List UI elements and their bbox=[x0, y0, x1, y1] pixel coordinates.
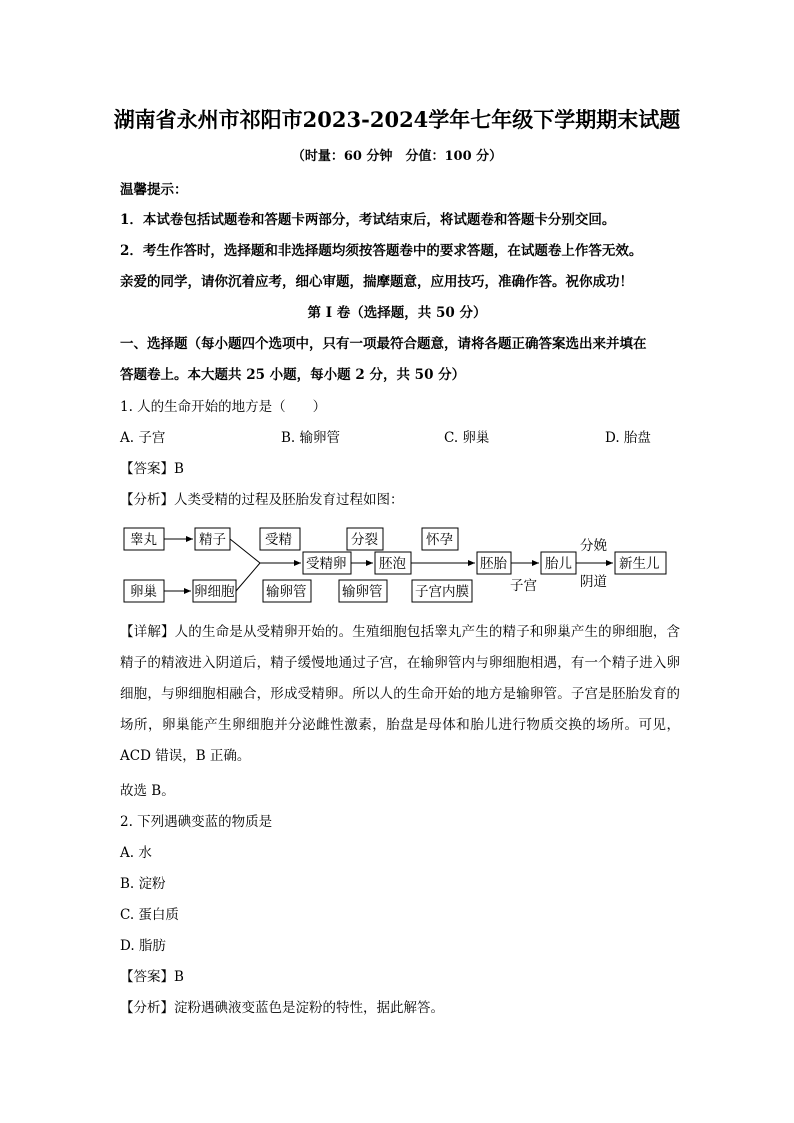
label-vagina: 阴道 bbox=[580, 574, 607, 590]
q2-stem: 2. 下列遇碘变蓝的物质是 bbox=[120, 814, 273, 830]
label-pregnancy: 怀孕 bbox=[426, 532, 453, 548]
label-blastocyst: 胚泡 bbox=[379, 556, 406, 572]
exam-title: 湖南省永州市祁阳市2023-2024学年七年级下学期期末试题 bbox=[113, 107, 681, 132]
label-uterus: 子宫 bbox=[510, 578, 537, 594]
label-delivery: 分娩 bbox=[580, 538, 607, 554]
q2-option-d: D. 脂肪 bbox=[120, 938, 166, 954]
section-intro-line-1: 一、选择题（每小题四个选项中，只有一项最符合题意，请将各题正确答案选出来并填在 bbox=[120, 336, 647, 352]
label-egg: 卵细胞 bbox=[194, 584, 235, 600]
q1-detail: 【详解】人的生命是从受精卵开始的。生殖细胞包括睾丸产生的精子和卵巢产生的卵细胞，含精子的精液进入阴道后，精子缓慢地通过子宫，在输卵管内与卵细胞相遇，有一个精子进入卵细胞，与卵细胞相融合，形成受精卵。所以人的生命开始的地方是输卵管。子宫是胚胎发育的场所，卵巢能产生卵细胞并分泌雌性激素，胎盘是母体和胎儿进行物质交换的场所。可见，ACD 错误，B 正确。 bbox=[120, 624, 680, 764]
tip-1: 1．本试卷包括试题卷和答题卡两部分，考试结束后，将试题卷和答题卡分别交回。 bbox=[120, 212, 616, 228]
label-zygote: 受精卵 bbox=[306, 556, 347, 572]
q2-option-c: C. 蛋白质 bbox=[120, 907, 179, 923]
q1-option-c: C. 卵巢 bbox=[444, 430, 490, 446]
q2-option-a: A. 水 bbox=[120, 845, 152, 861]
q1-analysis: 【分析】人类受精的过程及胚胎发育过程如图： bbox=[120, 492, 404, 508]
q2-option-b: B. 淀粉 bbox=[120, 876, 166, 892]
label-embryo: 胚胎 bbox=[480, 556, 507, 572]
label-endometrium: 子宫内膜 bbox=[415, 584, 469, 600]
label-fetus: 胎儿 bbox=[545, 556, 572, 572]
label-newborn: 新生儿 bbox=[619, 556, 660, 572]
tip-3: 亲爱的同学，请你沉着应考，细心审题，揣摩题意，应用技巧，准确作答。祝你成功！ bbox=[120, 274, 633, 290]
q1-option-d: D. 胎盘 bbox=[605, 430, 651, 446]
volume-title: 第 I 卷（选择题，共 50 分） bbox=[307, 305, 487, 321]
label-fertilization: 受精 bbox=[265, 532, 292, 548]
q1-answer: 【答案】B bbox=[120, 461, 184, 477]
label-ovary: 卵巢 bbox=[130, 584, 157, 600]
q2-answer: 【答案】B bbox=[120, 969, 184, 985]
q1-option-a: A. 子宫 bbox=[120, 430, 166, 446]
tip-2: 2．考生作答时，选择题和非选择题均须按答题卷中的要求答题，在试题卷上作答无效。 bbox=[120, 243, 643, 259]
exam-subtitle: （时量：60 分钟 分值：100 分） bbox=[291, 149, 503, 164]
label-oviduct-1: 输卵管 bbox=[266, 584, 307, 600]
q2-analysis: 【分析】淀粉遇碘液变蓝色是淀粉的特性，据此解答。 bbox=[120, 1000, 444, 1016]
fertilization-diagram bbox=[118, 518, 678, 610]
label-testis: 睾丸 bbox=[130, 532, 157, 548]
label-oviduct-2: 输卵管 bbox=[342, 584, 383, 600]
label-sperm: 精子 bbox=[199, 532, 226, 548]
section-intro-line-2: 答题卷上。本大题共 25 小题，每小题 2 分，共 50 分） bbox=[120, 367, 466, 383]
q1-stem: 1. 人的生命开始的地方是（ ） bbox=[120, 399, 327, 415]
label-division: 分裂 bbox=[351, 532, 378, 548]
q1-option-b: B. 输卵管 bbox=[281, 430, 341, 446]
tips-heading: 温馨提示： bbox=[120, 182, 188, 198]
q1-conclusion: 故选 B。 bbox=[120, 783, 175, 799]
